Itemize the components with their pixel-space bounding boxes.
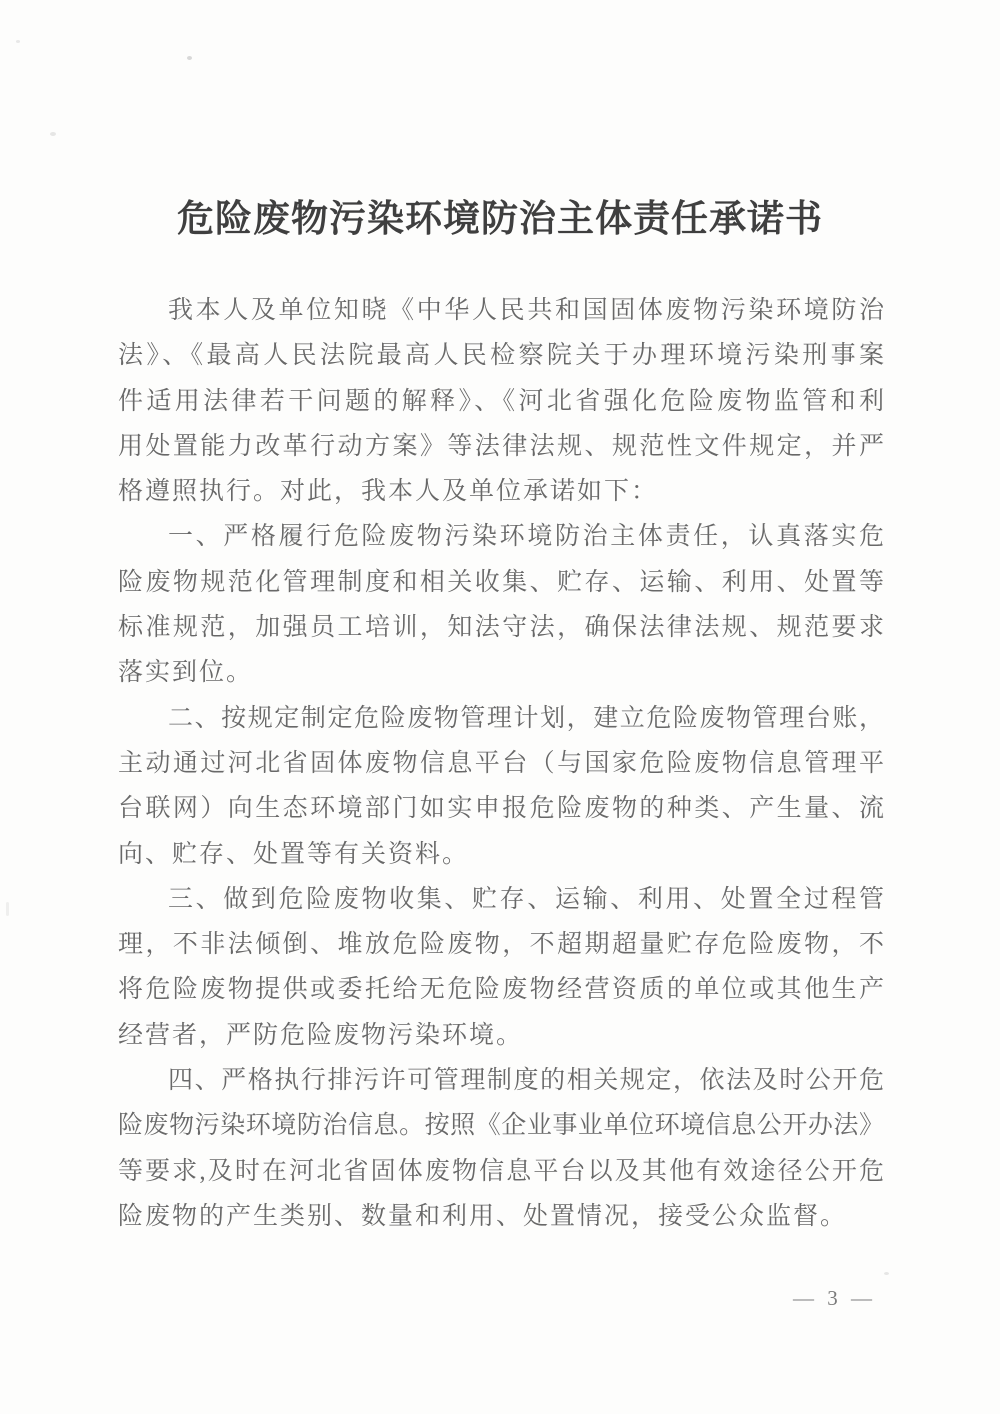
scan-speck: [16, 40, 20, 43]
document-title: 危险废物污染环境防治主体责任承诺书: [177, 199, 823, 240]
paragraph-2: [118, 514, 884, 695]
text-line: 等要求,及时在河北省固体废物信息平台以及其他有效途径公开危: [118, 1157, 884, 1185]
text-line: 将危险废物提供或委托给无危险废物经营资质的单位或其他生产: [118, 976, 884, 1004]
text-line: 险废物污染环境防治信息。按照《企业事业单位环境信息公开办法》: [118, 1112, 884, 1140]
paragraph-1: [118, 288, 884, 514]
text-line: 标准规范，加强员工培训，知法守法，确保法律法规、规范要求: [118, 614, 884, 642]
scan-speck: [884, 1272, 889, 1275]
paragraph-4: [118, 877, 884, 1058]
text-line: 我本人及单位知晓《中华人民共和国固体废物污染环境防治: [168, 297, 884, 324]
text-line: 四、严格执行排污许可管理制度的相关规定，依法及时公开危: [168, 1067, 884, 1095]
text-line: 台联网）向生态环境部门如实申报危险废物的种类、产生量、流: [118, 795, 884, 823]
scan-speck: [50, 132, 56, 136]
text-line: 理，不非法倾倒、堆放危险废物，不超期超量贮存危险废物，不: [118, 931, 884, 959]
paragraph-5: [118, 1058, 884, 1239]
document-body: [118, 288, 884, 1239]
text-line: 落实到位。: [118, 659, 254, 687]
text-line: 险废物的产生类别、数量和利用、处置情况，接受公众监督。: [118, 1202, 848, 1230]
text-line: 一、严格履行危险废物污染环境防治主体责任，认真落实危: [168, 523, 884, 551]
text-line: 险废物规范化管理制度和相关收集、贮存、运输、利用、处置等: [118, 568, 884, 596]
scan-speck: [6, 902, 9, 916]
text-line: 三、做到危险废物收集、贮存、运输、利用、处置全过程管: [168, 885, 884, 913]
scan-speck: [187, 56, 192, 60]
paragraph-3: [118, 696, 884, 877]
text-line: 二、按规定制定危险废物管理计划，建立危险废物管理台账，: [168, 704, 884, 732]
text-line: 向、贮存、处置等有关资料。: [118, 840, 470, 868]
text-line: 件适用法律若干问题的解释》、《河北省强化危险废物监管和利: [118, 387, 884, 415]
page-number: — 3 —: [793, 1286, 876, 1310]
text-line: 用处置能力改革行动方案》等法律法规、规范性文件规定，并严: [118, 432, 884, 460]
text-line: 经营者，严防危险废物污染环境。: [118, 1021, 524, 1049]
text-line: 法》、《最高人民法院最高人民检察院关于办理环境污染刑事案: [118, 342, 884, 370]
text-line: 格遵照执行。对此，我本人及单位承诺如下：: [118, 478, 659, 506]
text-line: 主动通过河北省固体废物信息平台（与国家危险废物信息管理平: [118, 749, 884, 777]
